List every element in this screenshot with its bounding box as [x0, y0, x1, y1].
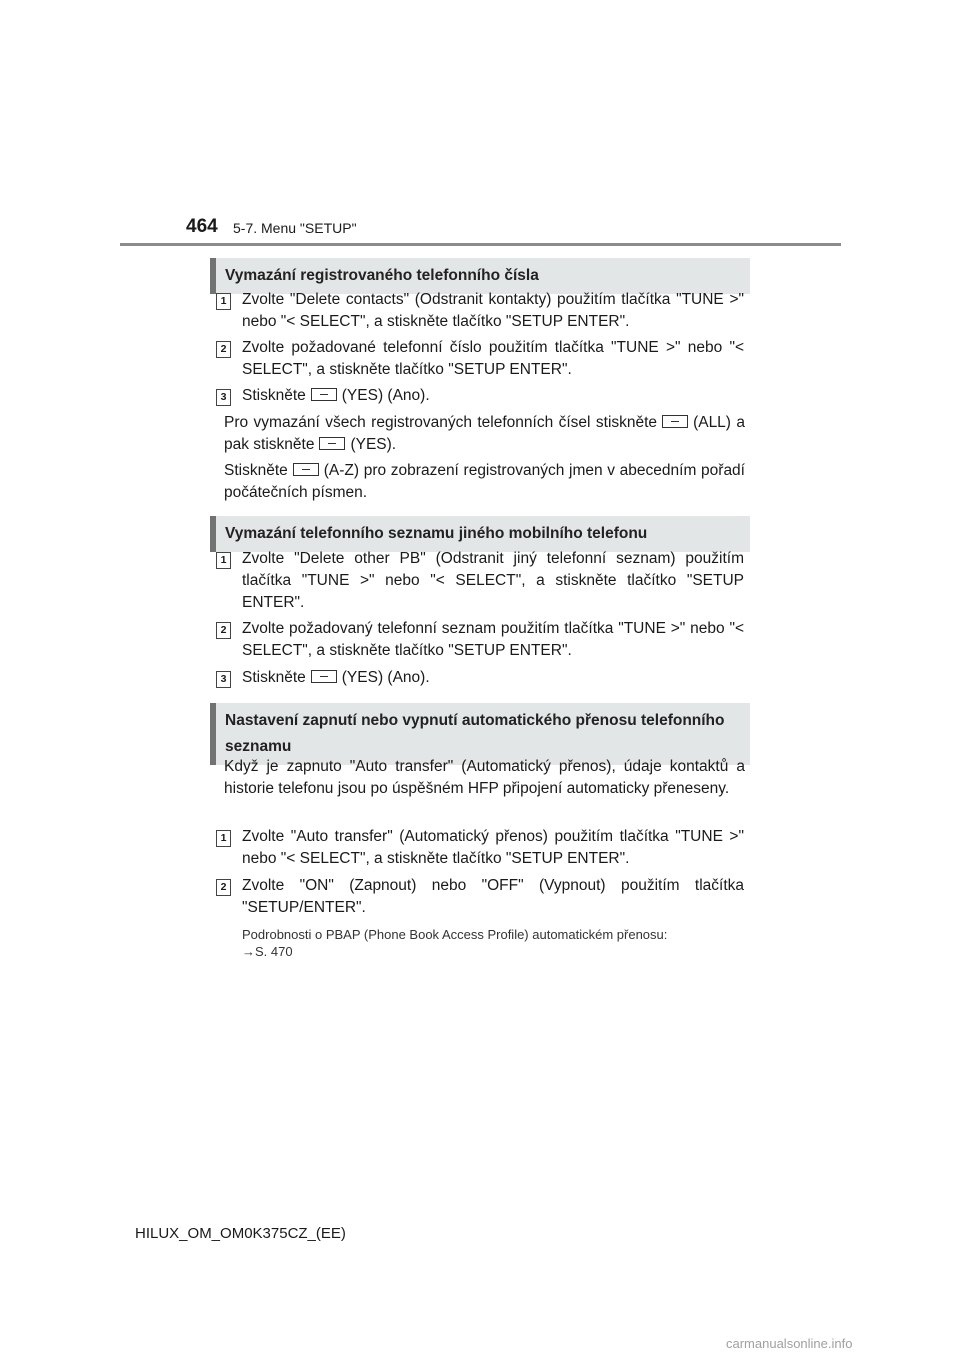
- step-number: 2: [216, 622, 231, 639]
- yes-button-icon: [311, 670, 337, 683]
- chapter-title: 5-7. Menu "SETUP": [233, 220, 357, 236]
- paragraph-sort-az: [224, 460, 745, 504]
- step-number: 2: [216, 341, 231, 358]
- paragraph-text: (A-Z) pro zobrazení registrovaných jmen v abecedním pořadí počátečních písmen.: [224, 462, 745, 501]
- step-number: 1: [216, 552, 231, 569]
- step-text: [242, 667, 744, 689]
- paragraph-text: Pro vymazání všech registrovaných telefonních čísel stiskněte: [224, 414, 658, 431]
- az-button-icon: [293, 463, 319, 476]
- step-text: Zvolte požadovaný telefonní seznam použitím tlačítka "TUNE >" nebo "< SELECT", a stiskněte tlačítko "SETUP ENTER".: [242, 620, 744, 659]
- watermark: carmanualsonline.info: [726, 1336, 853, 1351]
- yes-button-icon: [311, 388, 337, 401]
- step-number: 2: [216, 879, 231, 896]
- step-number: 1: [216, 293, 231, 310]
- step-text-pre: Stiskněte: [242, 669, 306, 686]
- step-text-post: (YES) (Ano).: [341, 387, 430, 404]
- footer-code: HILUX_OM_OM0K375CZ_(EE): [135, 1225, 346, 1242]
- paragraph-text: (ALL) a pak stiskněte: [224, 414, 745, 453]
- paragraph-text: (YES).: [350, 436, 397, 453]
- step-number: 3: [216, 671, 231, 688]
- step-text: Zvolte "Auto transfer" (Automatický přenos) použitím tlačítka "TUNE >" nebo "< SELECT", a stiskněte tlačítko "SETUP ENTER".: [242, 828, 744, 867]
- section-title-text: Vymazání telefonního seznamu jiného mobilního telefonu: [225, 525, 648, 542]
- page-reference-link[interactable]: →S. 470: [242, 944, 293, 959]
- step-text: Zvolte "Delete other PB" (Odstranit jiný telefonní seznam) použitím tlačítka "TUNE >" nebo "< SELECT", a stiskněte tlačítko "SETUP ENTER".: [242, 550, 744, 611]
- step-text: Zvolte "Delete contacts" (Odstranit kontakty) použitím tlačítka "TUNE >" nebo "< SELECT", a stiskněte tlačítko "SETUP ENTER".: [242, 291, 744, 330]
- step-text-post: (YES) (Ano).: [341, 669, 430, 686]
- page-number: 464: [186, 216, 218, 237]
- yes-button-icon: [319, 437, 345, 450]
- note-pbap: [242, 926, 744, 960]
- all-button-icon: [662, 415, 688, 428]
- step-number: 1: [216, 830, 231, 847]
- step-number: 3: [216, 389, 231, 406]
- section-title-delete-other-pb: [210, 516, 750, 552]
- section-title-text: Vymazání registrovaného telefonního čísla: [225, 267, 539, 284]
- note-text: Podrobnosti o PBAP (Phone Book Access Profile) automatickém přenosu:: [242, 927, 668, 942]
- step-text: Zvolte požadované telefonní číslo použitím tlačítka "TUNE >" nebo "< SELECT", a stiskněte tlačítko "SETUP ENTER".: [242, 339, 744, 378]
- section-title-text: Nastavení zapnutí nebo vypnutí automatického přenosu telefonního seznamu: [225, 712, 725, 755]
- step-text-pre: Stiskněte: [242, 387, 306, 404]
- paragraph-delete-all: [224, 412, 745, 456]
- paragraph-auto-transfer-intro: Když je zapnuto "Auto transfer" (Automatický přenos), údaje kontaktů a historie telefonu jsou po úspěšném HFP připojení automaticky přeneseny.: [224, 758, 745, 797]
- header-rule: [120, 243, 841, 246]
- step-text: Zvolte "ON" (Zapnout) nebo "OFF" (Vypnout) použitím tlačítka "SETUP/ENTER".: [242, 877, 744, 916]
- paragraph-text: Stiskněte: [224, 462, 288, 479]
- step-text: [242, 385, 744, 407]
